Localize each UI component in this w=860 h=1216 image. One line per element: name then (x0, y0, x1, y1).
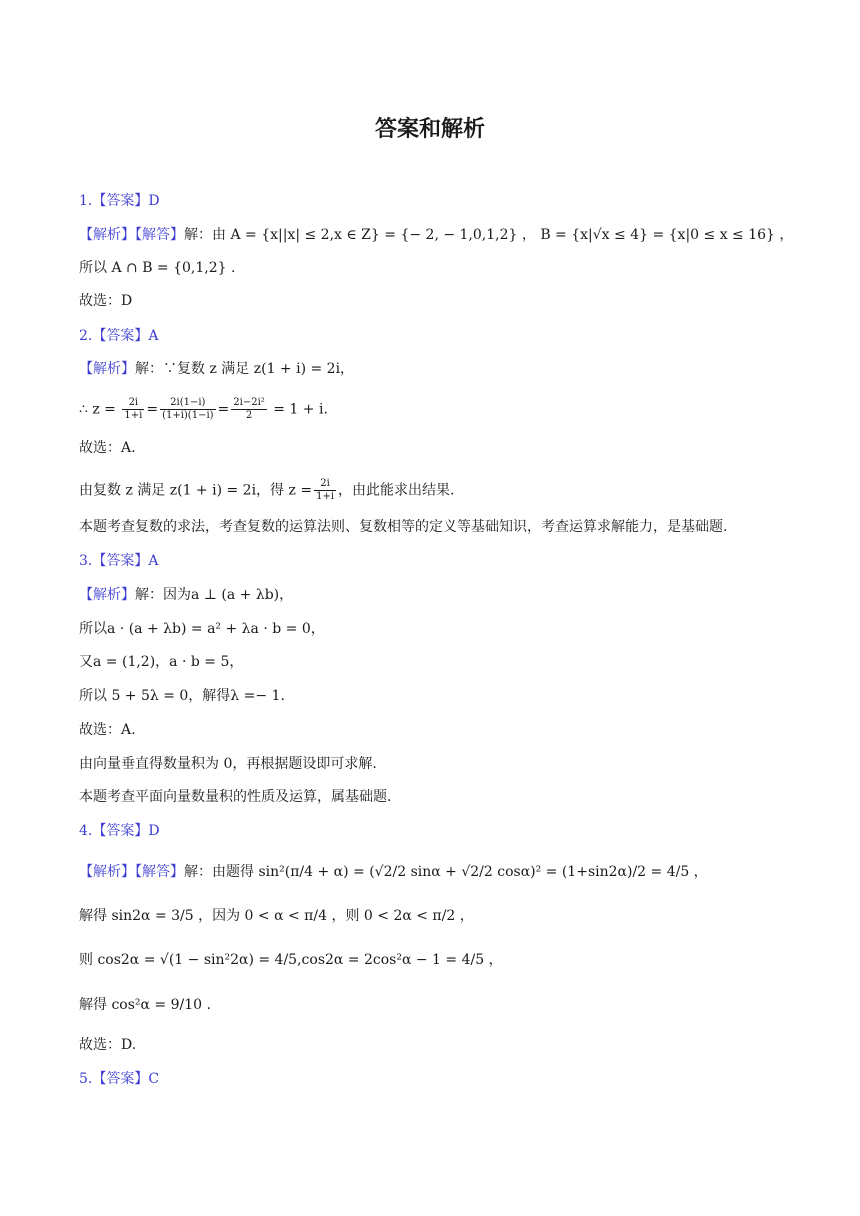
eq-text: ，由此能求出结果. (338, 482, 455, 499)
fraction (231, 397, 267, 422)
text-line: 故选：D (79, 293, 133, 309)
fraction (122, 397, 144, 422)
analysis-text: 解：由 A = {x||x| ≤ 2,x ∈ Z} = {− 2, − 1,0,1,2} ， B = {x|√x ≤ 4} = {x|0 ≤ x ≤ 16} ， (184, 227, 794, 243)
answer-2: 2.【答案】A (79, 328, 159, 344)
denominator: 2 (245, 410, 253, 421)
numerator: 2i (314, 478, 336, 491)
text-line: 由向量垂直得数量积为 0，再根据题设即可求解. (79, 756, 377, 772)
analysis-label: 【解析】 (79, 587, 135, 603)
fraction (160, 397, 215, 422)
answer-5: 5.【答案】C (79, 1071, 160, 1087)
eq-text: = 1 + i. (273, 401, 328, 418)
page-title: 答案和解析 (374, 117, 485, 142)
answer-1: 1.【答案】D (79, 193, 160, 209)
equation-line: ∴ z = $\frac{2i}{1+i}$ = $\frac{2i(1-i)}{(1+i)(1-i)}$ = $\frac{\text{2i−2i²}}{2}$ = 1 + i. (79, 397, 328, 421)
analysis-label: 【解析】【解答】 (79, 227, 184, 243)
text-line: 本题考查平面向量数量积的性质及运算，属基础题. (79, 789, 392, 805)
analysis-4 (79, 862, 708, 882)
numerator: 2i(1−i) (160, 397, 215, 410)
text-line: 故选：A. (79, 722, 136, 738)
denominator: 1+i (316, 491, 335, 502)
denominator: (1+i)(1−i) (162, 410, 214, 421)
text-line: 故选：A. (79, 440, 136, 456)
analysis-3 (79, 585, 293, 605)
text-line: 又a = (1,2)，a · b = 5， (79, 654, 244, 670)
analysis-label: 【解析】 (79, 361, 135, 377)
text-line: 所以 5 + 5λ = 0，解得λ =− 1. (79, 688, 285, 704)
analysis-text: 解：由题得 sin²(π/4 + α) = (√2/2 sinα + √2/2 cosα)² = (1+sin2α)/2 = 4/5 ， (184, 864, 708, 880)
denominator: 1+i (124, 410, 143, 421)
answer-4: 4.【答案】D (79, 823, 160, 839)
analysis-text: 解：∵复数 z 满足 z(1 + i) = 2i， (135, 361, 355, 377)
fraction (314, 478, 336, 503)
text-line: 解得 cos²α = 9/10 . (79, 997, 211, 1013)
text-line: 所以a · (a + λb) = a² + λa · b = 0， (79, 621, 325, 637)
numerator: 2i−2i² (233, 397, 265, 408)
text-line: 故选：D. (79, 1037, 137, 1053)
eq-text: ∴ z = (79, 401, 116, 418)
eq-text: 由复数 z 满足 z(1 + i) = 2i，得 z = (79, 482, 313, 499)
text-line: 解得 sin2α = 3/5 ，因为 0 < α < π/4 ，则 0 < 2α < π/2 ， (79, 908, 474, 924)
answer-3: 3.【答案】A (79, 553, 159, 569)
text-line: 则 cos2α = √(1 − sin²2α) = 4/5,cos2α = 2cos²α − 1 = 4/5 ， (79, 952, 503, 968)
analysis-text: 解：因为a ⊥ (a + λb)， (135, 587, 294, 603)
analysis-2 (79, 359, 354, 379)
text-line: 所以 A ∩ B = {0,1,2} . (79, 260, 236, 276)
text-line (79, 478, 454, 503)
numerator: 2i (122, 397, 144, 410)
text-line: 本题考查复数的求法，考查复数的运算法则、复数相等的定义等基础知识，考查运算求解能力，是基础题. (79, 519, 728, 535)
analysis-label: 【解析】【解答】 (79, 864, 184, 880)
analysis-1 (79, 225, 793, 245)
